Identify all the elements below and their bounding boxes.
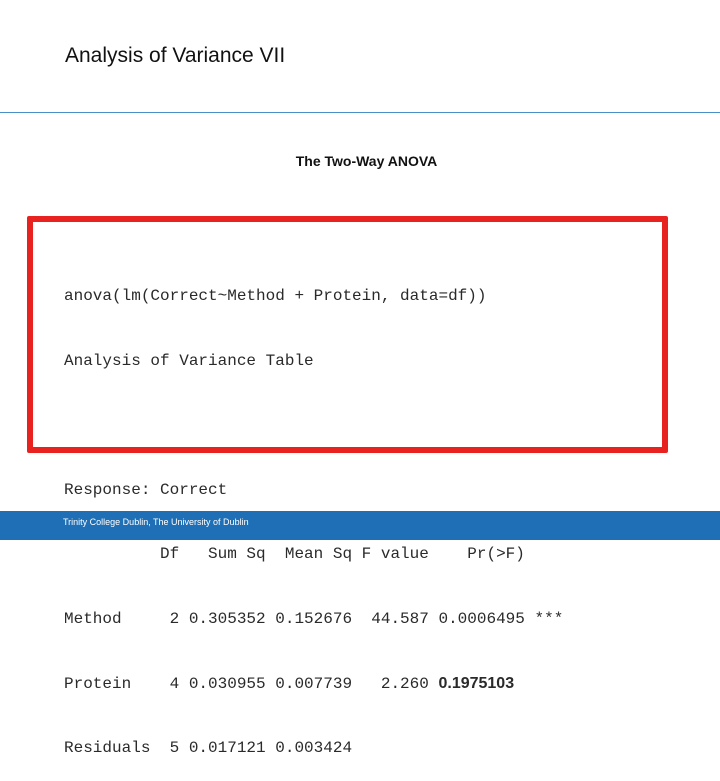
table-heading: Analysis of Variance Table [64,351,314,370]
column-header-line: Df Sum Sq Mean Sq F value Pr(>F) [64,545,525,563]
table-row-method [64,609,563,631]
command-line: anova(lm(Correct~Method + Protein, data=df)) [64,287,487,305]
footer-text: Trinity College Dublin, The University of Dublin [63,517,249,527]
significance-stars: *** [524,609,564,628]
blank-line [64,415,563,437]
table-row-residuals [64,738,563,760]
slide-subtitle: The Two-Way ANOVA [295,153,438,169]
row-values: Method 2 0.305352 0.152676 44.587 [64,609,439,628]
title-divider [0,112,720,113]
row-values: Protein 4 0.030955 0.007739 2.260 [64,675,439,693]
response-line: Response: Correct [64,480,228,499]
p-value-highlighted: 0.1975103 [438,675,515,692]
table-row-protein [64,673,563,695]
p-value: 0.0006495 [438,609,525,628]
row-values: Residuals 5 0.017121 0.003424 [64,738,353,757]
slide-title: Analysis of Variance VII [65,44,286,67]
